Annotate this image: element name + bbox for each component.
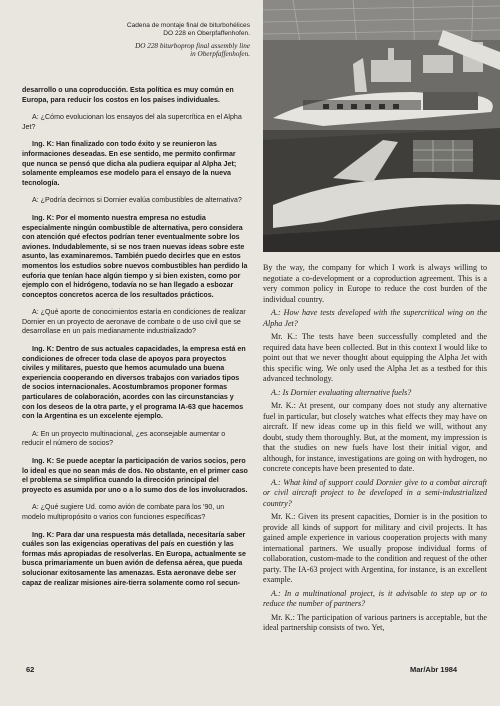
es-question: A: En un proyecto multinacional, ¿es aconsejable aumentar o reducir el número de socios?: [22, 429, 226, 448]
es-question: A: ¿Qué sugiere Ud. como avión de combate para los '90, un modelo multipropósito o varios con funciones específicas?: [22, 503, 225, 521]
es-question: A: ¿Cómo evolucionan los ensayos del ala supercrítica en el Alpha Jet?: [22, 113, 242, 131]
en-answer: Mr. K.: At present, our company does not study any alternative fuel in particular, but closely watches what effects they may have on aircraft. If new ideas come up in this field we will, without any doubt, study them thoroughly. But, at the moment, my impression is that the studies on new fuels have lost their initial vigor, and although, for instance, investigations are going on with hydrogen, no concrete concepts have been presented to date.: [263, 401, 487, 473]
en-answer: Mr. K.: Given its present capacities, Dornier is in the position to provide all kinds of support for military and civil projects. It has gained ample experience in various cooperation projects with many international partners. We usually propose individual forms of collaboration, custom-made to the condition and request of the other party. The IA-63 project with Argentina, for instance, is an excellent example.: [263, 512, 487, 584]
es-paragraph: desarrollo o una coproducción. Esta política es muy común en Europa, para reducir los costos en los países individuales.: [22, 86, 234, 104]
assembly-line-photo: [263, 0, 500, 252]
en-paragraph: By the way, the company for which I work is always willing to negotiate a co-development or a coproduction agreement. This is a very common policy in Europe to reduce the cost burden of the individual country.: [263, 263, 487, 304]
en-answer: Mr. K.: The tests have been successfully completed and the required data have been collected. But in this context I would like to point out that we never thought about equipping the Alpha Jet with this specific wing. We only used the Alpha Jet as a testbed for this advanced technology.: [263, 332, 487, 383]
caption-spanish: Cadena de montaje final de biturbohélices DO 228 en Oberpfaffenhofen.: [126, 22, 250, 38]
en-answer: Mr. K.: The participation of various partners is acceptable, but the ideal partnership consists of two. Yet,: [263, 612, 487, 632]
es-answer: Ing. K: Han finalizado con todo éxito y se reunieron las informaciones deseadas. En ese sentido, me permito confirmar que nunca se pensó que dicha ala pudiera equipar al Alpha Jet; solamente empleamos ese modelo para el ensayo de la nueva tecnología.: [22, 140, 237, 187]
es-answer: Ing. K: Se puede aceptar la participación de varios socios, pero lo ideal es que no sean más de dos. No obstante, en el primer caso el problema se simplifica cuando la dirección principal del proyecto es asumida por uno o a lo sumo dos de los involucrados.: [22, 457, 248, 494]
en-question: A.: In a multinational project, is it advisable to step up or to reduce the number of partners?: [263, 588, 487, 608]
spanish-column: [22, 86, 248, 596]
en-question: A.: Is Dornier evaluating alternative fuels?: [271, 387, 412, 397]
es-answer: Ing. K: Por el momento nuestra empresa no estudia especialmente ningún combustible de alternativa, pero considera con atención qué efectos podrían tener eventualmente sobre los aviones. Indudablemente, si se nos traen nuevas ideas sobre este asunto, las examinaremos. También puedo decirles que en estos momentos los estudios sobre nuevos combustibles han perdido la euforia que tenían hace algún tiempo y si bien existen, como por ejemplo con el hidrógeno, todavía no se han llegado a esbozar conceptos concretos acerca de los resultados prácticos.: [22, 213, 248, 299]
es-answer: Ing. K: Dentro de sus actuales capacidades, la empresa está en condiciones de ofrecer toda clase de apoyos para proyectos civiles y militares, puesto que hemos acumulado una buena experiencia cooperando en diversos trabajos con variados tipos de socios internacionales. Acostumbramos proponer formas particulares de colaboración, acordes con las circunstancias y con los deseos de la otra parte, y el programa IA-63 que hacemos con la Argentina es un excelente ejemplo.: [22, 345, 246, 421]
english-column: [263, 263, 487, 637]
en-question: A.: What kind of support could Dornier give to a combat aircraft or civil aircraft project to be developed in a semi-industrialized country?: [263, 477, 487, 508]
page-number: 62: [26, 665, 35, 674]
photo-caption: [60, 22, 250, 59]
issue-date: Mar/Abr 1984: [410, 665, 458, 674]
caption-english: DO 228 biturboprop final assembly line in Oberpfaffenhofen.: [135, 41, 250, 59]
es-answer: Ing. K: Para dar una respuesta más detallada, necesitaría saber cuáles son las exigencias operativas del país en cuestión y las formas más apropiadas de resolverlas. En Europa, actualmente se busca primariamente un buen avión de defensa aérea, que pueda solucionar exitosamente las amenazas. Esta aeronave debe ser capaz de realizar misiones aire-tierra solamente como rol secun-: [22, 530, 246, 587]
en-question: A.: How have tests developed with the supercritical wing on the Alpha Jet?: [263, 308, 487, 328]
es-question: A: ¿Podría decirnos si Dornier evalúa combustibles de alternativa?: [32, 196, 242, 205]
assembly-line-illustration: [263, 0, 500, 252]
es-question: A: ¿Qué aporte de conocimientos estaría en condiciones de realizar Dornier en un proyecto de aeronave de combate o de uso civil que se desarrollase en un país medianamente industrializado?: [22, 308, 246, 336]
